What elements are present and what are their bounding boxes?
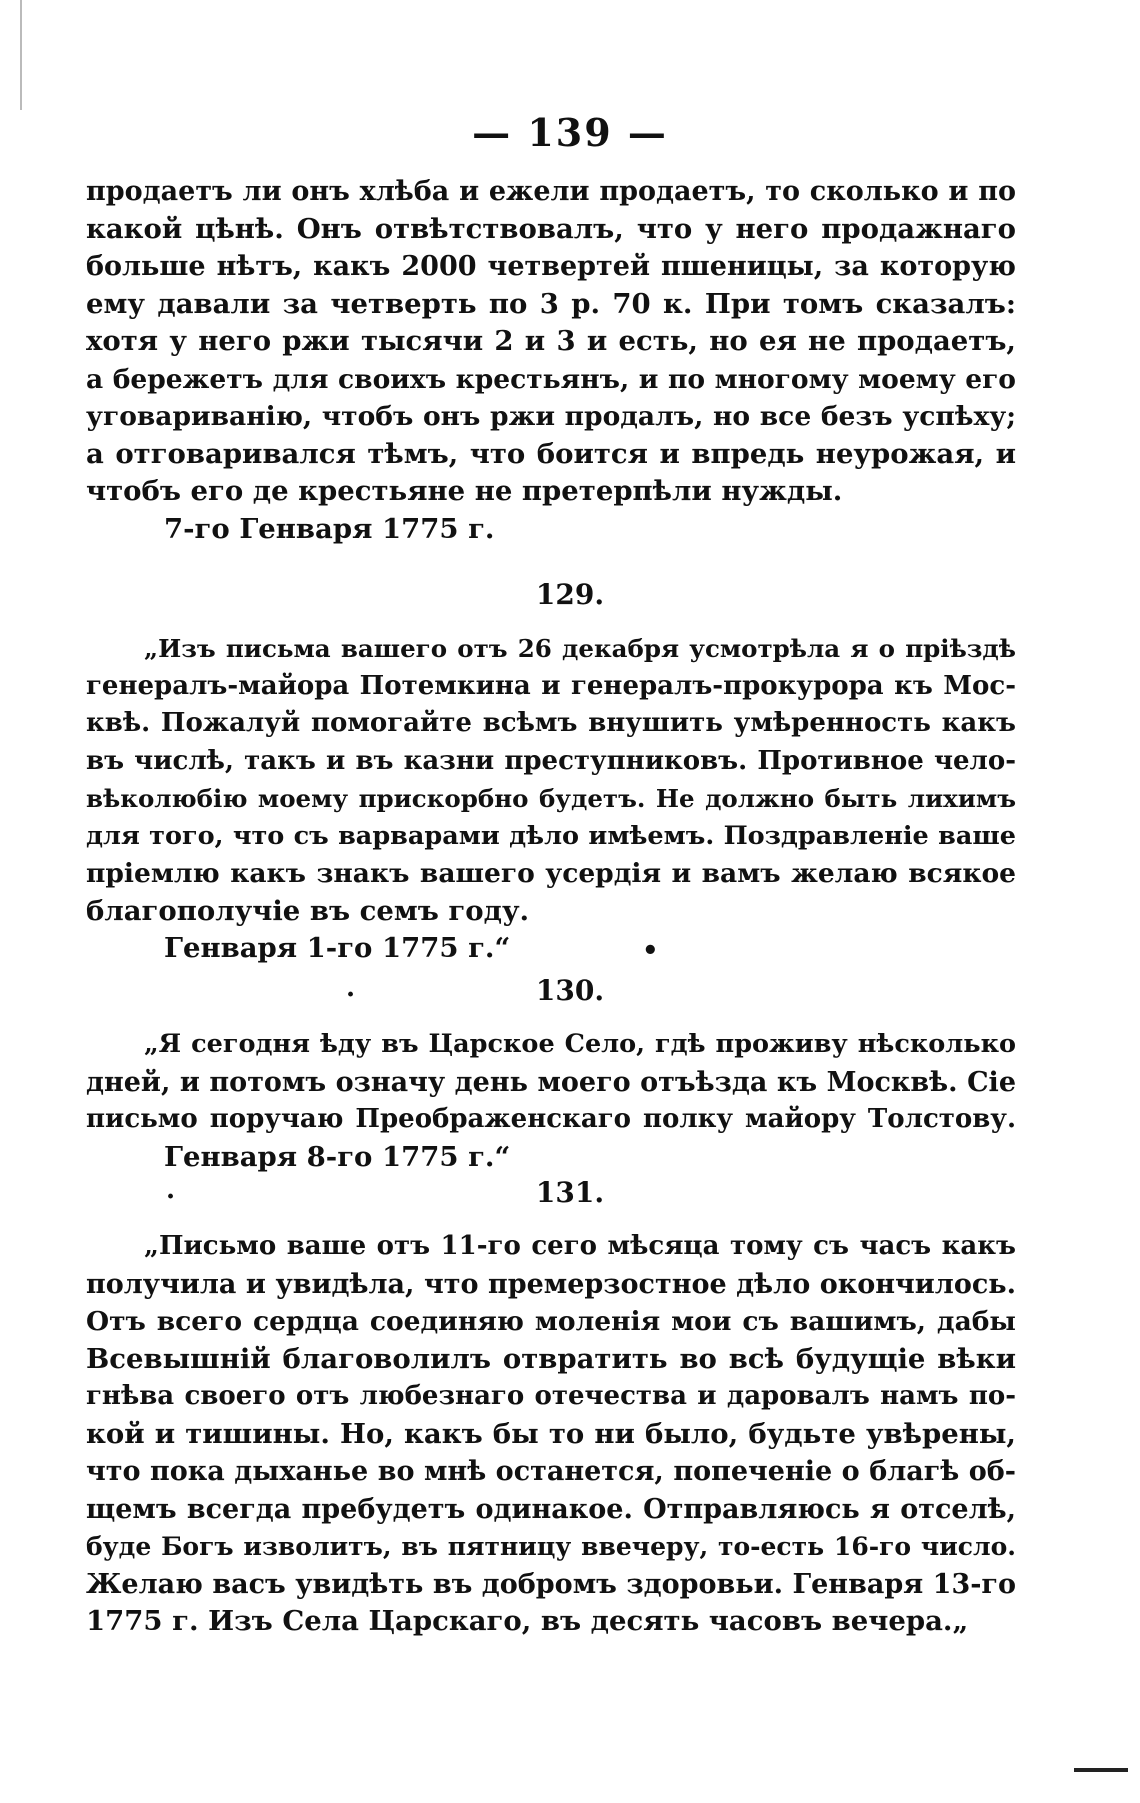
stray-dot-mark: •: [642, 936, 659, 966]
text-line: для того, что съ варварами дѣло имѣемъ. Поздравленiе ваше: [86, 820, 1016, 851]
text-line: Всевышнiй благоволилъ отвратить во всѣ будущiе вѣки: [86, 1342, 1016, 1375]
stray-dot-mark: ·: [346, 980, 356, 1010]
text-line: гнѣва своего отъ любезнаго отечества и даровалъ намъ по-: [86, 1381, 1016, 1411]
section-continuation: [86, 173, 1016, 548]
text-line: Отъ всего сердца соединяю моленiя мои съ вашимъ, дабы: [86, 1306, 1016, 1337]
text-line: больше нѣтъ, какъ 2000 четвертей пшеницы, за которую: [86, 251, 1016, 282]
section-129: [86, 630, 1016, 968]
letter-date: Генваря 8-го 1775 г.“: [164, 1140, 511, 1173]
letter-date: Генваря 1-го 1775 г.“: [164, 932, 511, 964]
text-line: „Письмо ваше отъ 11-го сего мѣсяца тому съ часъ какъ: [144, 1231, 1016, 1261]
text-line: кой и тишины. Но, какъ бы то ни было, будьте увѣрены,: [86, 1417, 1016, 1450]
section-130: [86, 1026, 1016, 1176]
text-line: а отговаривался тѣмъ, что боится и впредь неурожая, и: [86, 437, 1016, 470]
stray-dot-mark: ·: [166, 1182, 176, 1212]
page-number: — 139 —: [472, 110, 668, 155]
text-line: продаетъ ли онъ хлѣба и ежели продаетъ, то сколько и по: [86, 176, 1016, 207]
text-line-last: чтобъ его де крестьяне не претерпѣли нужды.: [86, 475, 843, 507]
text-line: какой цѣнѣ. Онъ отвѣтствовалъ, что у него продажнаго: [86, 212, 1016, 245]
text-line: квѣ. Пожалуй помогайте всѣмъ внушить умѣренность какъ: [86, 708, 1016, 738]
text-line: письмо поручаю Преображенскаго полку майору Толстову.: [86, 1104, 1016, 1134]
text-line: ему давали за четверть по 3 р. 70 к. При томъ сказалъ:: [86, 287, 1016, 320]
text-line: дней, и потомъ означу день моего отъѣзда къ Москвѣ. Сiе: [86, 1066, 1016, 1098]
section-131: [86, 1228, 1016, 1641]
text-line: а бережетъ для своихъ крестьянъ, и по многому моему его: [86, 363, 1016, 395]
text-line: „Изъ письма вашего отъ 26 декабря усмотрѣла я о прiѣздѣ: [144, 634, 1016, 663]
text-line: буде Богъ изволитъ, въ пятницу ввечеру, то-есть 16-го число.: [86, 1532, 1016, 1561]
scan-edge-line: [20, 0, 22, 110]
text-line: Желаю васъ увидѣть въ добромъ здоровьи. Генваря 13-го: [86, 1568, 1016, 1600]
text-line-last: 1775 г. Изъ Села Царскаго, въ десять часовъ вечера.„: [86, 1605, 969, 1637]
corner-scan-mark: [1074, 1768, 1128, 1772]
text-line-last: благополучiе въ семъ году.: [86, 894, 530, 927]
letter-heading-131: 131.: [535, 1176, 605, 1209]
text-line: прiемлю какъ знакъ вашего усердiя и вамъ желаю всякое: [86, 858, 1016, 889]
text-line: въ числѣ, такъ и въ казни преступниковъ. Противное чело-: [86, 745, 1016, 776]
text-line: вѣколюбiю моему прискорбно будетъ. Не должно быть лихимъ: [86, 784, 1016, 813]
text-line: хотя у него ржи тысячи 2 и 3 и есть, но ея не продаетъ,: [86, 325, 1016, 357]
text-line: „Я сегодня ѣду въ Царское Село, гдѣ проживу нѣсколько: [144, 1029, 1016, 1059]
letter-date: 7-го Генваря 1775 г.: [164, 512, 495, 545]
letter-heading-130: 130.: [535, 974, 605, 1007]
letter-heading-129: 129.: [535, 578, 605, 611]
text-line: уговариванiю, чтобъ онъ ржи продалъ, но все безъ успѣху;: [86, 401, 1016, 432]
text-line: получила и увидѣла, что премерзостное дѣло окончилось.: [86, 1268, 1016, 1300]
text-line: генералъ-майора Потемкина и генералъ-прокурора къ Мос-: [86, 670, 1016, 701]
text-line: щемъ всегда пребудетъ одинакое. Отправляюсь я отселѣ,: [86, 1493, 1016, 1525]
text-line: что пока дыханье во мнѣ останется, попеченiе о благѣ об-: [86, 1456, 1016, 1487]
